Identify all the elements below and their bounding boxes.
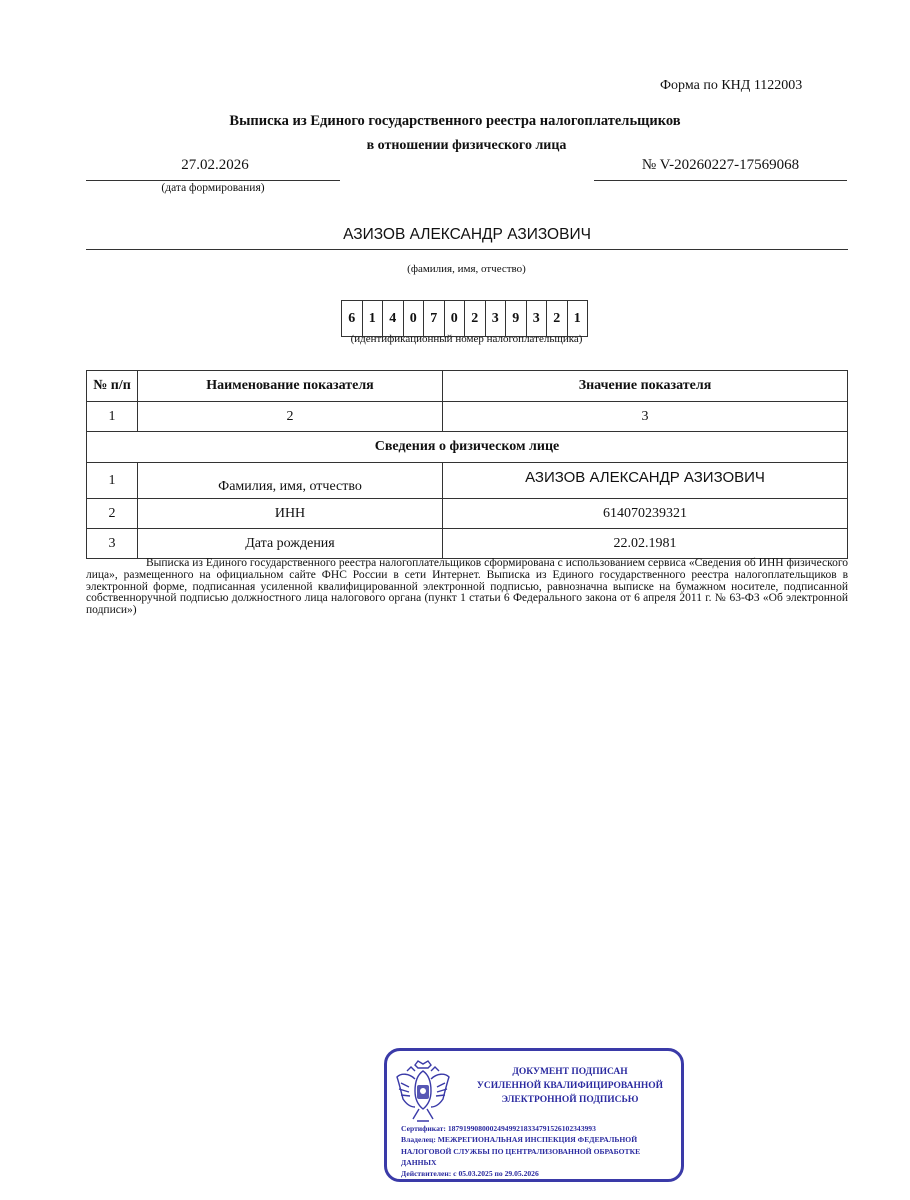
header-indicator-value: Значение показателя [443,371,848,402]
inn-digit: 0 [404,301,425,336]
legal-footnote: Выписка из Единого государственного реестра налогоплательщиков сформирована с использованием сервиса «Сведения об ИНН физического лица», размещенного на официальном сайте ФНС России в сети Интернет. Выписка из Единого государственного реестра налогоплательщиков в электронной форме, подписанная усиленной квалифицированной электронной подписью, равнозначна выписке на бумажном носителе, подписанной собственноручной подписью должностного лица налогового органа (пункт 1 статьи 6 Федерального закона от 6 апреля 2011 г. № 63-ФЗ «Об электронной подписи») [86,557,848,617]
document-number: № V-20260227-17569068 [641,157,800,173]
electronic-signature-stamp [384,1048,684,1182]
stamp-owner: Владелец: МЕЖРЕГИОНАЛЬНАЯ ИНСПЕКЦИЯ ФЕДЕРАЛЬНОЙ НАЛОГОВОЙ СЛУЖБЫ ПО ЦЕНТРАЛИЗОВАННОЙ ОБРАБОТКЕ ДАННЫХ [401,1135,641,1167]
header-indicator-name: Наименование показателя [138,371,443,402]
row-indicator-value: 22.02.1981 [443,529,848,559]
stamp-heading-line: ДОКУМЕНТ ПОДПИСАН [512,1067,628,1077]
stamp-heading-line: ЭЛЕКТРОННОЙ ПОДПИСЬЮ [501,1095,639,1105]
table-row [87,463,848,499]
row-number: 2 [87,499,138,529]
section-title: Сведения о физическом лице [87,432,848,463]
row-indicator-name: Дата рождения [138,529,443,559]
inn-digit: 6 [342,301,363,336]
header-number: № п/п [87,371,138,402]
form-code: Форма по КНД 1122003 [660,78,803,93]
document-subtitle: в отношении физического лица [366,138,567,153]
row-indicator-value: АЗИЗОВ АЛЕКСАНДР АЗИЗОВИЧ [443,463,848,499]
inn-digit: 3 [486,301,507,336]
column-number: 1 [87,402,138,432]
table-row [87,499,848,529]
taxpayer-name: АЗИЗОВ АЛЕКСАНДР АЗИЗОВИЧ [343,226,591,243]
document-number-underline [594,180,847,181]
taxpayer-name-caption: (фамилия, имя, отчество) [407,263,526,275]
stamp-details [401,1123,677,1179]
table-column-numbers-row [87,402,848,432]
inn-digit: 9 [506,301,527,336]
inn-digit: 2 [465,301,486,336]
table-row [87,529,848,559]
stamp-heading [457,1065,683,1107]
inn-digit: 1 [573,311,581,326]
inn-digit: 2 [547,301,568,336]
table-section-row [87,432,848,463]
inn-digit: 1 [363,301,384,336]
taxpayer-info-table [86,370,848,559]
table-header-row [87,371,848,402]
russian-coat-of-arms-icon [393,1059,453,1127]
inn-digit: 0 [445,301,466,336]
row-indicator-value: 614070239321 [443,499,848,529]
formation-date-underline [86,180,340,181]
stamp-validity: Действителен: с 05.03.2025 по 29.05.2026 [401,1169,539,1179]
stamp-heading-line: УСИЛЕННОЙ КВАЛИФИЦИРОВАННОЙ [476,1081,664,1091]
row-number: 3 [87,529,138,559]
inn-caption: (идентификационный номер налогоплательщика) [350,333,583,345]
column-number: 3 [443,402,848,432]
taxpayer-name-underline [86,249,848,250]
row-indicator-name: ИНН [138,499,443,529]
inn-digit: 4 [383,301,404,336]
column-number: 2 [138,402,443,432]
inn-digit: 3 [527,301,548,336]
formation-date-caption: (дата формирования) [161,182,265,194]
row-indicator-name: Фамилия, имя, отчество [138,463,443,499]
inn-digit: 7 [424,301,445,336]
stamp-certificate: Сертификат: 1879199080002494992183347915261023439​93 [401,1124,596,1133]
row-number: 1 [87,463,138,499]
document-title: Выписка из Единого государственного реестра налогоплательщиков [229,113,681,129]
inn-digit-boxes [341,300,588,337]
formation-date: 27.02.2026 [181,157,249,173]
